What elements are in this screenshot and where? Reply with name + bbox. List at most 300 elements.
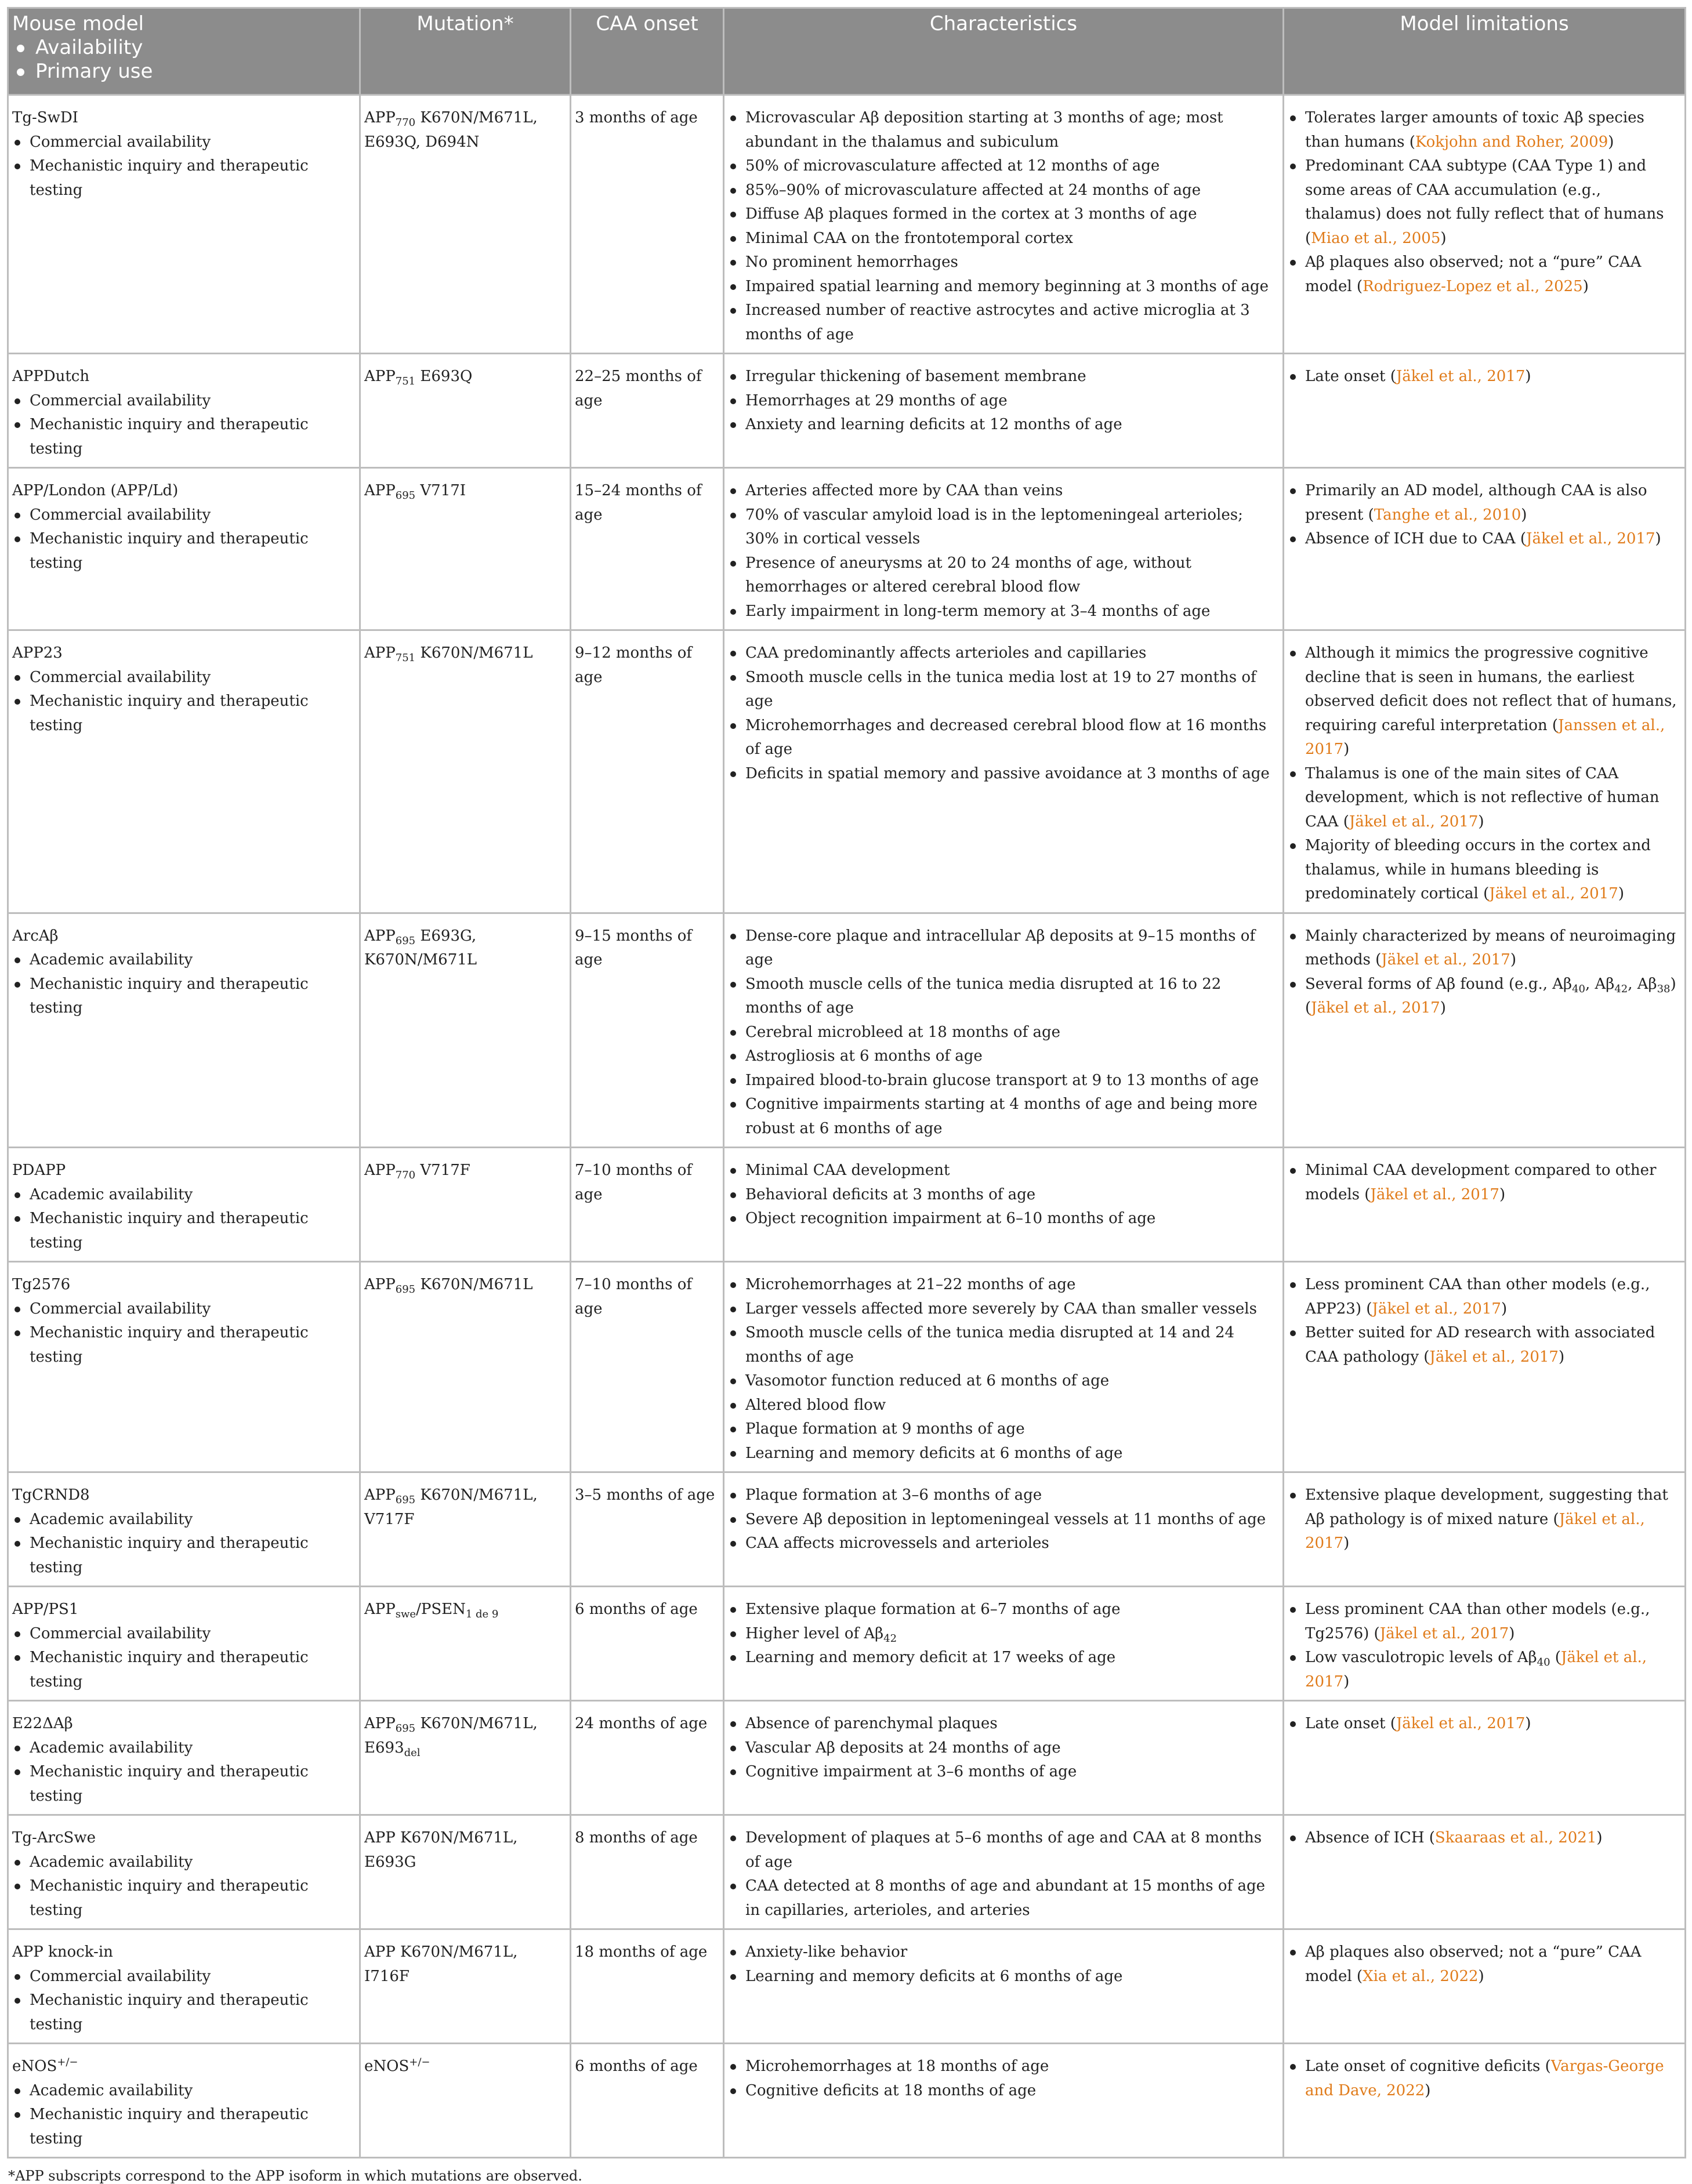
mutation-gene: eNOS xyxy=(364,2058,410,2075)
model-name xyxy=(12,641,356,666)
model-primary-use: Mechanistic inquiry and therapeutic testing xyxy=(12,690,356,738)
citation-link: Tanghe et al., 2010 xyxy=(1374,506,1521,524)
cell-mouse-model xyxy=(8,354,360,468)
table-row xyxy=(8,1587,1686,1701)
model-primary-use: Mechanistic inquiry and therapeutic testing xyxy=(12,1989,356,2037)
cell-mutation xyxy=(360,1929,571,2044)
limitation-text: Aβ plaques also observed; not a “pure” CAA model ( xyxy=(1305,253,1642,295)
limitation-text: Mainly characterized by means of neuroimaging methods ( xyxy=(1305,927,1676,968)
limitation-text: , Aβ xyxy=(1628,975,1657,993)
cell-caa-onset: 3–5 months of age xyxy=(571,1472,724,1587)
limitation-text: Late onset ( xyxy=(1305,368,1396,385)
limitation-text: , Aβ xyxy=(1585,975,1615,993)
cell-mouse-model xyxy=(8,2044,360,2158)
model-name-text: TgCRND8 xyxy=(12,1486,90,1504)
cell-caa-onset: 8 months of age xyxy=(571,1815,724,1929)
model-name xyxy=(12,1940,356,1965)
mutation-isoform-subscript: 695 xyxy=(395,1722,416,1735)
cell-mouse-model xyxy=(8,1701,360,1815)
characteristic-item: Presence of aneurysms at 20 to 24 months of age, without hemorrhages or altered cerebral blood flow xyxy=(728,552,1279,600)
characteristic-item: Severe Aβ deposition in leptomeningeal vessels at 11 months of age xyxy=(728,1508,1279,1532)
model-name-text: E22ΔAβ xyxy=(12,1715,73,1732)
limitation-item xyxy=(1288,641,1681,762)
mutation-text: K670N/M671L xyxy=(415,1276,533,1293)
cell-mouse-model xyxy=(8,468,360,630)
cell-mouse-model xyxy=(8,1472,360,1587)
model-availability: Commercial availability xyxy=(12,503,356,528)
limitation-text: Although it mimics the progressive cognitive decline that is seen in humans, the earliest observed deficit does not reflect that of humans, requiring careful interpretation ( xyxy=(1305,644,1677,734)
model-info-list xyxy=(12,666,356,738)
mutation-gene: APP xyxy=(364,644,396,662)
model-name-text: Tg2576 xyxy=(12,1276,71,1293)
citation-link: Xia et al., 2022 xyxy=(1363,1967,1479,1985)
model-availability: Commercial availability xyxy=(12,666,356,690)
limitation-text: Primarily an AD model, although CAA is also present ( xyxy=(1305,482,1647,524)
mutation-text: /PSEN xyxy=(416,1601,466,1618)
citation-link: Skaaraas et al., 2021 xyxy=(1434,1829,1597,1846)
citation-link: Jäkel et al., 2017 xyxy=(1311,999,1440,1017)
characteristics-list xyxy=(728,1826,1279,1922)
mutation-gene: APP xyxy=(364,1486,396,1504)
header-availability: Availability xyxy=(12,36,356,60)
characteristics-list xyxy=(728,365,1279,437)
cell-mouse-model xyxy=(8,1929,360,2044)
characteristic-item: Early impairment in long-term memory at 3–4 months of age xyxy=(728,600,1279,624)
model-primary-use: Mechanistic inquiry and therapeutic testing xyxy=(12,1207,356,1255)
limitation-text: ) xyxy=(1509,1624,1515,1642)
characteristic-item: Cognitive impairment at 3–6 months of age xyxy=(728,1760,1279,1784)
cell-mutation xyxy=(360,630,571,913)
characteristic-item: Diffuse Aβ plaques formed in the cortex at 3 months of age xyxy=(728,202,1279,227)
model-info-list xyxy=(12,1736,356,1809)
model-name xyxy=(12,1712,356,1736)
citation-link: Jäkel et al., 2017 xyxy=(1349,812,1479,830)
cell-characteristics xyxy=(724,1472,1284,1587)
cell-model-limitations xyxy=(1284,1262,1686,1472)
limitation-item xyxy=(1288,834,1681,906)
model-info-list xyxy=(12,2079,356,2152)
mutation-isoform-subscript: 695 xyxy=(395,1494,416,1507)
characteristics-list xyxy=(728,1598,1279,1670)
header-mutation: Mutation* xyxy=(360,8,571,95)
cell-mutation xyxy=(360,1815,571,1929)
cell-mouse-model xyxy=(8,1815,360,1929)
characteristic-item: 85%–90% of microvasculature affected at 24 months of age xyxy=(728,179,1279,203)
model-info-list xyxy=(12,1851,356,1923)
cell-caa-onset: 6 months of age xyxy=(571,2044,724,2158)
citation-link: Vargas-George and Dave, 2022 xyxy=(1305,2058,1664,2099)
cell-mouse-model xyxy=(8,913,360,1148)
limitations-list xyxy=(1288,2055,1681,2103)
characteristics-list xyxy=(728,1940,1279,1989)
characteristics-list xyxy=(728,1273,1279,1465)
cell-model-limitations xyxy=(1284,1929,1686,2044)
cell-model-limitations xyxy=(1284,1815,1686,1929)
header-caa-onset: CAA onset xyxy=(571,8,724,95)
characteristic-item: Cerebral microbleed at 18 months of age xyxy=(728,1021,1279,1045)
characteristic-item: 70% of vascular amyloid load is in the leptomeningeal arterioles; 30% in cortical vessels xyxy=(728,503,1279,552)
model-info-list xyxy=(12,1183,356,1256)
table-row xyxy=(8,354,1686,468)
model-availability: Commercial availability xyxy=(12,1297,356,1322)
cell-characteristics xyxy=(724,913,1284,1148)
limitations-list xyxy=(1288,924,1681,1021)
cell-model-limitations xyxy=(1284,1148,1686,1262)
citation-link: Rodriguez-Lopez et al., 2025 xyxy=(1363,277,1583,295)
cell-mouse-model xyxy=(8,95,360,354)
cell-characteristics xyxy=(724,95,1284,354)
model-name xyxy=(12,2055,356,2079)
limitation-text: ) xyxy=(1478,1967,1484,1985)
characteristic-item: No prominent hemorrhages xyxy=(728,251,1279,275)
table-row xyxy=(8,630,1686,913)
characteristics-list xyxy=(728,641,1279,786)
limitation-text: ( xyxy=(1550,1649,1561,1666)
model-info-list xyxy=(12,389,356,462)
model-name-text: APP23 xyxy=(12,644,63,662)
cell-mutation xyxy=(360,2044,571,2158)
table-footnote: *APP subscripts correspond to the APP isoform in which mutations are observed. xyxy=(8,2168,582,2184)
characteristic-item: 50% of microvasculature affected at 12 months of age xyxy=(728,154,1279,179)
characteristic-item: Microhemorrhages and decreased cerebral blood flow at 16 months of age xyxy=(728,714,1279,762)
header-mouse-model xyxy=(8,8,360,95)
characteristic-item: Anxiety and learning deficits at 12 months of age xyxy=(728,413,1279,437)
limitation-text: ) xyxy=(1440,229,1447,247)
mouse-models-table xyxy=(7,7,1686,2158)
model-info-list xyxy=(12,1622,356,1695)
limitation-text: Less prominent CAA than other models (e.g., APP23) ( xyxy=(1305,1276,1650,1318)
characteristic-item: Extensive plaque formation at 6–7 months of age xyxy=(728,1598,1279,1622)
limitation-text: ) xyxy=(1343,1673,1350,1690)
characteristic-item: Minimal CAA on the frontotemporal cortex xyxy=(728,227,1279,251)
characteristic-item: Smooth muscle cells of the tunica media disrupted at 14 and 24 months of age xyxy=(728,1321,1279,1369)
header-mouse-model-title: Mouse model xyxy=(12,12,144,35)
limitation-item xyxy=(1288,365,1681,389)
model-primary-use: Mechanistic inquiry and therapeutic testing xyxy=(12,973,356,1021)
header-characteristics: Characteristics xyxy=(724,8,1284,95)
characteristics-list xyxy=(728,2055,1279,2103)
cell-mutation xyxy=(360,1472,571,1587)
cell-mouse-model xyxy=(8,1587,360,1701)
cell-characteristics xyxy=(724,1929,1284,2044)
limitation-text: Extensive plaque development, suggesting that Aβ pathology is of mixed nature ( xyxy=(1305,1486,1668,1528)
limitation-subscript: 40 xyxy=(1537,1656,1550,1669)
model-name-text: Tg-SwDI xyxy=(12,109,78,126)
characteristic-item: Hemorrhages at 29 months of age xyxy=(728,389,1279,413)
table-row xyxy=(8,1262,1686,1472)
limitation-item xyxy=(1288,479,1681,527)
cell-characteristics xyxy=(724,354,1284,468)
mutation-isoform-subscript: 751 xyxy=(395,652,416,665)
cell-characteristics xyxy=(724,468,1284,630)
characteristic-item: Astrogliosis at 6 months of age xyxy=(728,1044,1279,1069)
limitation-item xyxy=(1288,1826,1681,1851)
limitation-text: ) xyxy=(1425,2081,1431,2099)
mutation-isoform-subscript: 695 xyxy=(395,934,416,947)
model-name-text: ArcAβ xyxy=(12,927,59,945)
cell-model-limitations xyxy=(1284,913,1686,1148)
cell-mutation xyxy=(360,1262,571,1472)
model-name-text: PDAPP xyxy=(12,1162,66,1179)
limitation-text: ) xyxy=(1608,133,1614,151)
limitations-list xyxy=(1288,1598,1681,1694)
characteristic-item: Larger vessels affected more severely by CAA than smaller vessels xyxy=(728,1297,1279,1322)
limitation-text: ) xyxy=(1478,812,1484,830)
table-row xyxy=(8,1701,1686,1815)
characteristic-item: Cognitive impairments starting at 4 months of age and being more robust at 6 months of age xyxy=(728,1093,1279,1141)
cell-characteristics xyxy=(724,1701,1284,1815)
characteristics-list xyxy=(728,1159,1279,1231)
model-name-text: Tg-ArcSwe xyxy=(12,1829,96,1846)
model-name xyxy=(12,479,356,503)
limitation-text: ) xyxy=(1618,885,1624,902)
cell-caa-onset: 7–10 months of age xyxy=(571,1262,724,1472)
characteristic-item: Microvascular Aβ deposition starting at 3 months of age; most abundant in the thalamus and subiculum xyxy=(728,106,1279,154)
limitation-text: Late onset ( xyxy=(1305,1715,1396,1732)
characteristic-item: Impaired spatial learning and memory beginning at 3 months of age xyxy=(728,275,1279,299)
cell-caa-onset: 22–25 months of age xyxy=(571,354,724,468)
cell-mouse-model xyxy=(8,630,360,913)
limitation-text: ) xyxy=(1343,741,1350,758)
model-name xyxy=(12,1826,356,1851)
limitation-text: Predominant CAA subtype (CAA Type 1) and some areas of CAA accumulation (e.g., thalamus) does not fully reflect that of humans ( xyxy=(1305,157,1664,247)
mutation-gene: APP xyxy=(364,927,396,945)
model-name xyxy=(12,365,356,389)
model-name xyxy=(12,1159,356,1183)
characteristics-list xyxy=(728,924,1279,1141)
model-name-text: APPDutch xyxy=(12,368,90,385)
table-header-row xyxy=(8,8,1686,95)
characteristic-item: Behavioral deficits at 3 months of age xyxy=(728,1183,1279,1207)
model-name-text: APP/PS1 xyxy=(12,1601,79,1618)
limitation-item: Several forms of Aβ found (e.g., $A\beta_{40}$, $A\beta_{42}$, $A\beta_{38}$) (Jäkel et al., 2017) xyxy=(1288,973,1681,1021)
cell-mutation xyxy=(360,913,571,1148)
mutation-gene: APP xyxy=(364,1162,396,1179)
limitations-list xyxy=(1288,365,1681,389)
mutation-isoform-subscript: 695 xyxy=(395,489,416,502)
citation-link: Jäkel et al., 2017 xyxy=(1305,1649,1647,1690)
citation-link: Jäkel et al., 2017 xyxy=(1305,1510,1645,1552)
limitation-item xyxy=(1288,1712,1681,1736)
citation-link: Janssen et al., 2017 xyxy=(1305,716,1665,758)
limitation-item xyxy=(1288,1483,1681,1556)
table-row xyxy=(8,1929,1686,2044)
header-model-limitations: Model limitations xyxy=(1284,8,1686,95)
mutation-isoform-subscript: 770 xyxy=(395,117,416,129)
citation-link: Jäkel et al., 2017 xyxy=(1370,1185,1499,1203)
model-primary-use: Mechanistic inquiry and therapeutic testing xyxy=(12,2103,356,2151)
model-name xyxy=(12,106,356,130)
limitation-text: ) xyxy=(1343,1534,1350,1552)
limitation-text: Late onset of cognitive deficits ( xyxy=(1305,2058,1551,2075)
limitation-text: ) xyxy=(1501,1300,1508,1318)
cell-caa-onset: 9–15 months of age xyxy=(571,913,724,1148)
mutation-text: K670N/M671L, E693Q, D694N xyxy=(364,109,538,151)
mutation-gene: APP xyxy=(364,109,396,126)
characteristic-item: Deficits in spatial memory and passive avoidance at 3 months of age xyxy=(728,762,1279,786)
limitation-text: Absence of ICH due to CAA ( xyxy=(1305,530,1527,547)
cell-characteristics xyxy=(724,1815,1284,1929)
characteristic-item: Arteries affected more by CAA than veins xyxy=(728,479,1279,503)
model-availability: Academic availability xyxy=(12,1736,356,1761)
model-availability: Academic availability xyxy=(12,2079,356,2103)
limitation-text: Thalamus is one of the main sites of CAA development, which is not reflective of human CAA ( xyxy=(1305,764,1660,830)
cell-mutation xyxy=(360,468,571,630)
table-row xyxy=(8,1148,1686,1262)
model-primary-use: Mechanistic inquiry and therapeutic testing xyxy=(12,413,356,461)
model-name xyxy=(12,924,356,949)
table-row xyxy=(8,1472,1686,1587)
limitation-item xyxy=(1288,1273,1681,1321)
citation-link: Jäkel et al., 2017 xyxy=(1396,368,1526,385)
mutation-subscript: del xyxy=(404,1746,421,1759)
limitation-item xyxy=(1288,106,1681,154)
mutation-subscript: 1 de 9 xyxy=(465,1608,499,1621)
mutation-superscript: +/− xyxy=(409,2056,430,2069)
model-name xyxy=(12,1483,356,1508)
limitations-list xyxy=(1288,106,1681,299)
model-availability: Academic availability xyxy=(12,1183,356,1207)
limitations-list xyxy=(1288,1159,1681,1207)
limitations-list xyxy=(1288,1712,1681,1736)
limitations-list xyxy=(1288,1483,1681,1556)
cell-mutation xyxy=(360,1587,571,1701)
limitation-text: ) xyxy=(1521,506,1527,524)
cell-model-limitations xyxy=(1284,468,1686,630)
model-name-text: APP/London (APP/Ld) xyxy=(12,482,179,499)
characteristic-item: Smooth muscle cells of the tunica media disrupted at 16 to 22 months of age xyxy=(728,973,1279,1021)
model-primary-use: Mechanistic inquiry and therapeutic testing xyxy=(12,1532,356,1580)
citation-link: Jäkel et al., 2017 xyxy=(1526,530,1655,547)
limitation-text: Tolerates larger amounts of toxic Aβ species than humans ( xyxy=(1305,109,1644,151)
mutation-text: V717F xyxy=(415,1162,470,1179)
mutation-gene: APP xyxy=(364,482,396,499)
model-info-list xyxy=(12,130,356,203)
mutation-gene: APP xyxy=(364,368,396,385)
characteristic-item: Learning and memory deficits at 6 months of age xyxy=(728,1442,1279,1466)
model-primary-use: Mechanistic inquiry and therapeutic testing xyxy=(12,527,356,575)
cell-model-limitations xyxy=(1284,354,1686,468)
limitation-item xyxy=(1288,1646,1681,1694)
characteristic-item: Vasomotor function reduced at 6 months of age xyxy=(728,1369,1279,1394)
limitations-list xyxy=(1288,1940,1681,1989)
limitation-item xyxy=(1288,2055,1681,2103)
cell-characteristics xyxy=(724,630,1284,913)
table-row xyxy=(8,95,1686,354)
characteristics-list xyxy=(728,479,1279,623)
cell-caa-onset: 18 months of age xyxy=(571,1929,724,2044)
limitation-text: Aβ plaques also observed; not a “pure” CAA model ( xyxy=(1305,1943,1642,1985)
limitation-text: ) xyxy=(1525,1715,1531,1732)
mutation-text: E693G, K670N/M671L xyxy=(364,927,477,968)
characteristics-list xyxy=(728,1712,1279,1784)
citation-link: Jäkel et al., 2017 xyxy=(1372,1300,1501,1318)
model-name xyxy=(12,1273,356,1297)
model-name xyxy=(12,1598,356,1622)
characteristics-list xyxy=(728,1483,1279,1556)
table-row xyxy=(8,468,1686,630)
characteristic-item: CAA detected at 8 months of age and abundant at 15 months of age in capillaries, arterioles, and arteries xyxy=(728,1874,1279,1922)
model-availability: Commercial availability xyxy=(12,1622,356,1646)
cell-model-limitations xyxy=(1284,95,1686,354)
model-primary-use: Mechanistic inquiry and therapeutic testing xyxy=(12,1646,356,1694)
citation-link: Jäkel et al., 2017 xyxy=(1396,1715,1526,1732)
characteristic-item: Microhemorrhages at 21–22 months of age xyxy=(728,1273,1279,1297)
mutation-isoform-subscript: 695 xyxy=(395,1283,416,1296)
model-availability: Commercial availability xyxy=(12,1965,356,1989)
limitations-list xyxy=(1288,641,1681,906)
mutation-text: V717I xyxy=(415,482,466,499)
cell-model-limitations xyxy=(1284,1701,1686,1815)
mutation-text: E693Q xyxy=(415,368,473,385)
cell-mutation xyxy=(360,1148,571,1262)
cell-caa-onset: 3 months of age xyxy=(571,95,724,354)
characteristic-item: Increased number of reactive astrocytes and active microglia at 3 months of age xyxy=(728,299,1279,347)
citation-link: Kokjohn and Roher, 2009 xyxy=(1415,133,1608,151)
header-primary-use: Primary use xyxy=(12,60,356,84)
model-info-list xyxy=(12,1297,356,1370)
mutation-isoform-subscript: swe xyxy=(395,1608,416,1621)
cell-model-limitations xyxy=(1284,630,1686,913)
citation-link: Miao et al., 2005 xyxy=(1311,229,1441,247)
characteristic-item: Smooth muscle cells in the tunica media lost at 19 to 27 months of age xyxy=(728,666,1279,714)
mutation-gene: APP xyxy=(364,1715,396,1732)
cell-mutation xyxy=(360,95,571,354)
cell-caa-onset: 15–24 months of age xyxy=(571,468,724,630)
table-row xyxy=(8,2044,1686,2158)
model-name-text: APP knock-in xyxy=(12,1943,113,1961)
characteristic-item: Plaque formation at 3–6 months of age xyxy=(728,1483,1279,1508)
mutation-gene: APP xyxy=(364,1601,396,1618)
characteristic-item: Dense-core plaque and intracellular Aβ deposits at 9–15 months of age xyxy=(728,924,1279,973)
model-primary-use: Mechanistic inquiry and therapeutic testing xyxy=(12,1760,356,1808)
limitation-item xyxy=(1288,1159,1681,1207)
limitation-subscript: 40 xyxy=(1572,982,1585,995)
limitation-text: ) xyxy=(1582,277,1589,295)
limitation-text: ) xyxy=(1670,975,1676,993)
characteristic-item: Altered blood flow xyxy=(728,1394,1279,1418)
model-primary-use: Mechanistic inquiry and therapeutic testing xyxy=(12,1321,356,1369)
limitation-subscript: 38 xyxy=(1657,982,1671,995)
model-availability: Commercial availability xyxy=(12,130,356,155)
characteristic-item: Vascular Aβ deposits at 24 months of age xyxy=(728,1736,1279,1761)
table-row xyxy=(8,1815,1686,1929)
cell-mutation xyxy=(360,1701,571,1815)
model-info-list xyxy=(12,1508,356,1580)
limitation-text: Less prominent CAA than other models (e.g., Tg2576) ( xyxy=(1305,1601,1650,1642)
mutation-text: APP K670N/M671L, E693G xyxy=(364,1829,518,1871)
limitation-text: ) xyxy=(1499,1185,1506,1203)
cell-mouse-model xyxy=(8,1262,360,1472)
model-availability: Academic availability xyxy=(12,1851,356,1875)
limitation-text: Better suited for AD research with associated CAA pathology ( xyxy=(1305,1324,1655,1366)
model-name-text: eNOS xyxy=(12,2058,57,2075)
characteristic-item: Plaque formation at 9 months of age xyxy=(728,1417,1279,1442)
model-info-list xyxy=(12,1965,356,2037)
characteristic-item: Microhemorrhages at 18 months of age xyxy=(728,2055,1279,2079)
limitation-text: ) xyxy=(1525,368,1531,385)
cell-characteristics xyxy=(724,2044,1284,2158)
characteristic-subscript: 42 xyxy=(883,1632,897,1645)
limitation-item xyxy=(1288,1321,1681,1369)
model-availability: Commercial availability xyxy=(12,389,356,413)
characteristic-item: Impaired blood-to-brain glucose transport at 9 to 13 months of age xyxy=(728,1069,1279,1093)
characteristic-item: CAA affects microvessels and arterioles xyxy=(728,1532,1279,1556)
model-primary-use: Mechanistic inquiry and therapeutic testing xyxy=(12,1874,356,1922)
mutation-text: K670N/M671L xyxy=(415,644,533,662)
limitation-text: ) xyxy=(1655,530,1661,547)
characteristic-item: Learning and memory deficit at 17 weeks of age xyxy=(728,1646,1279,1670)
